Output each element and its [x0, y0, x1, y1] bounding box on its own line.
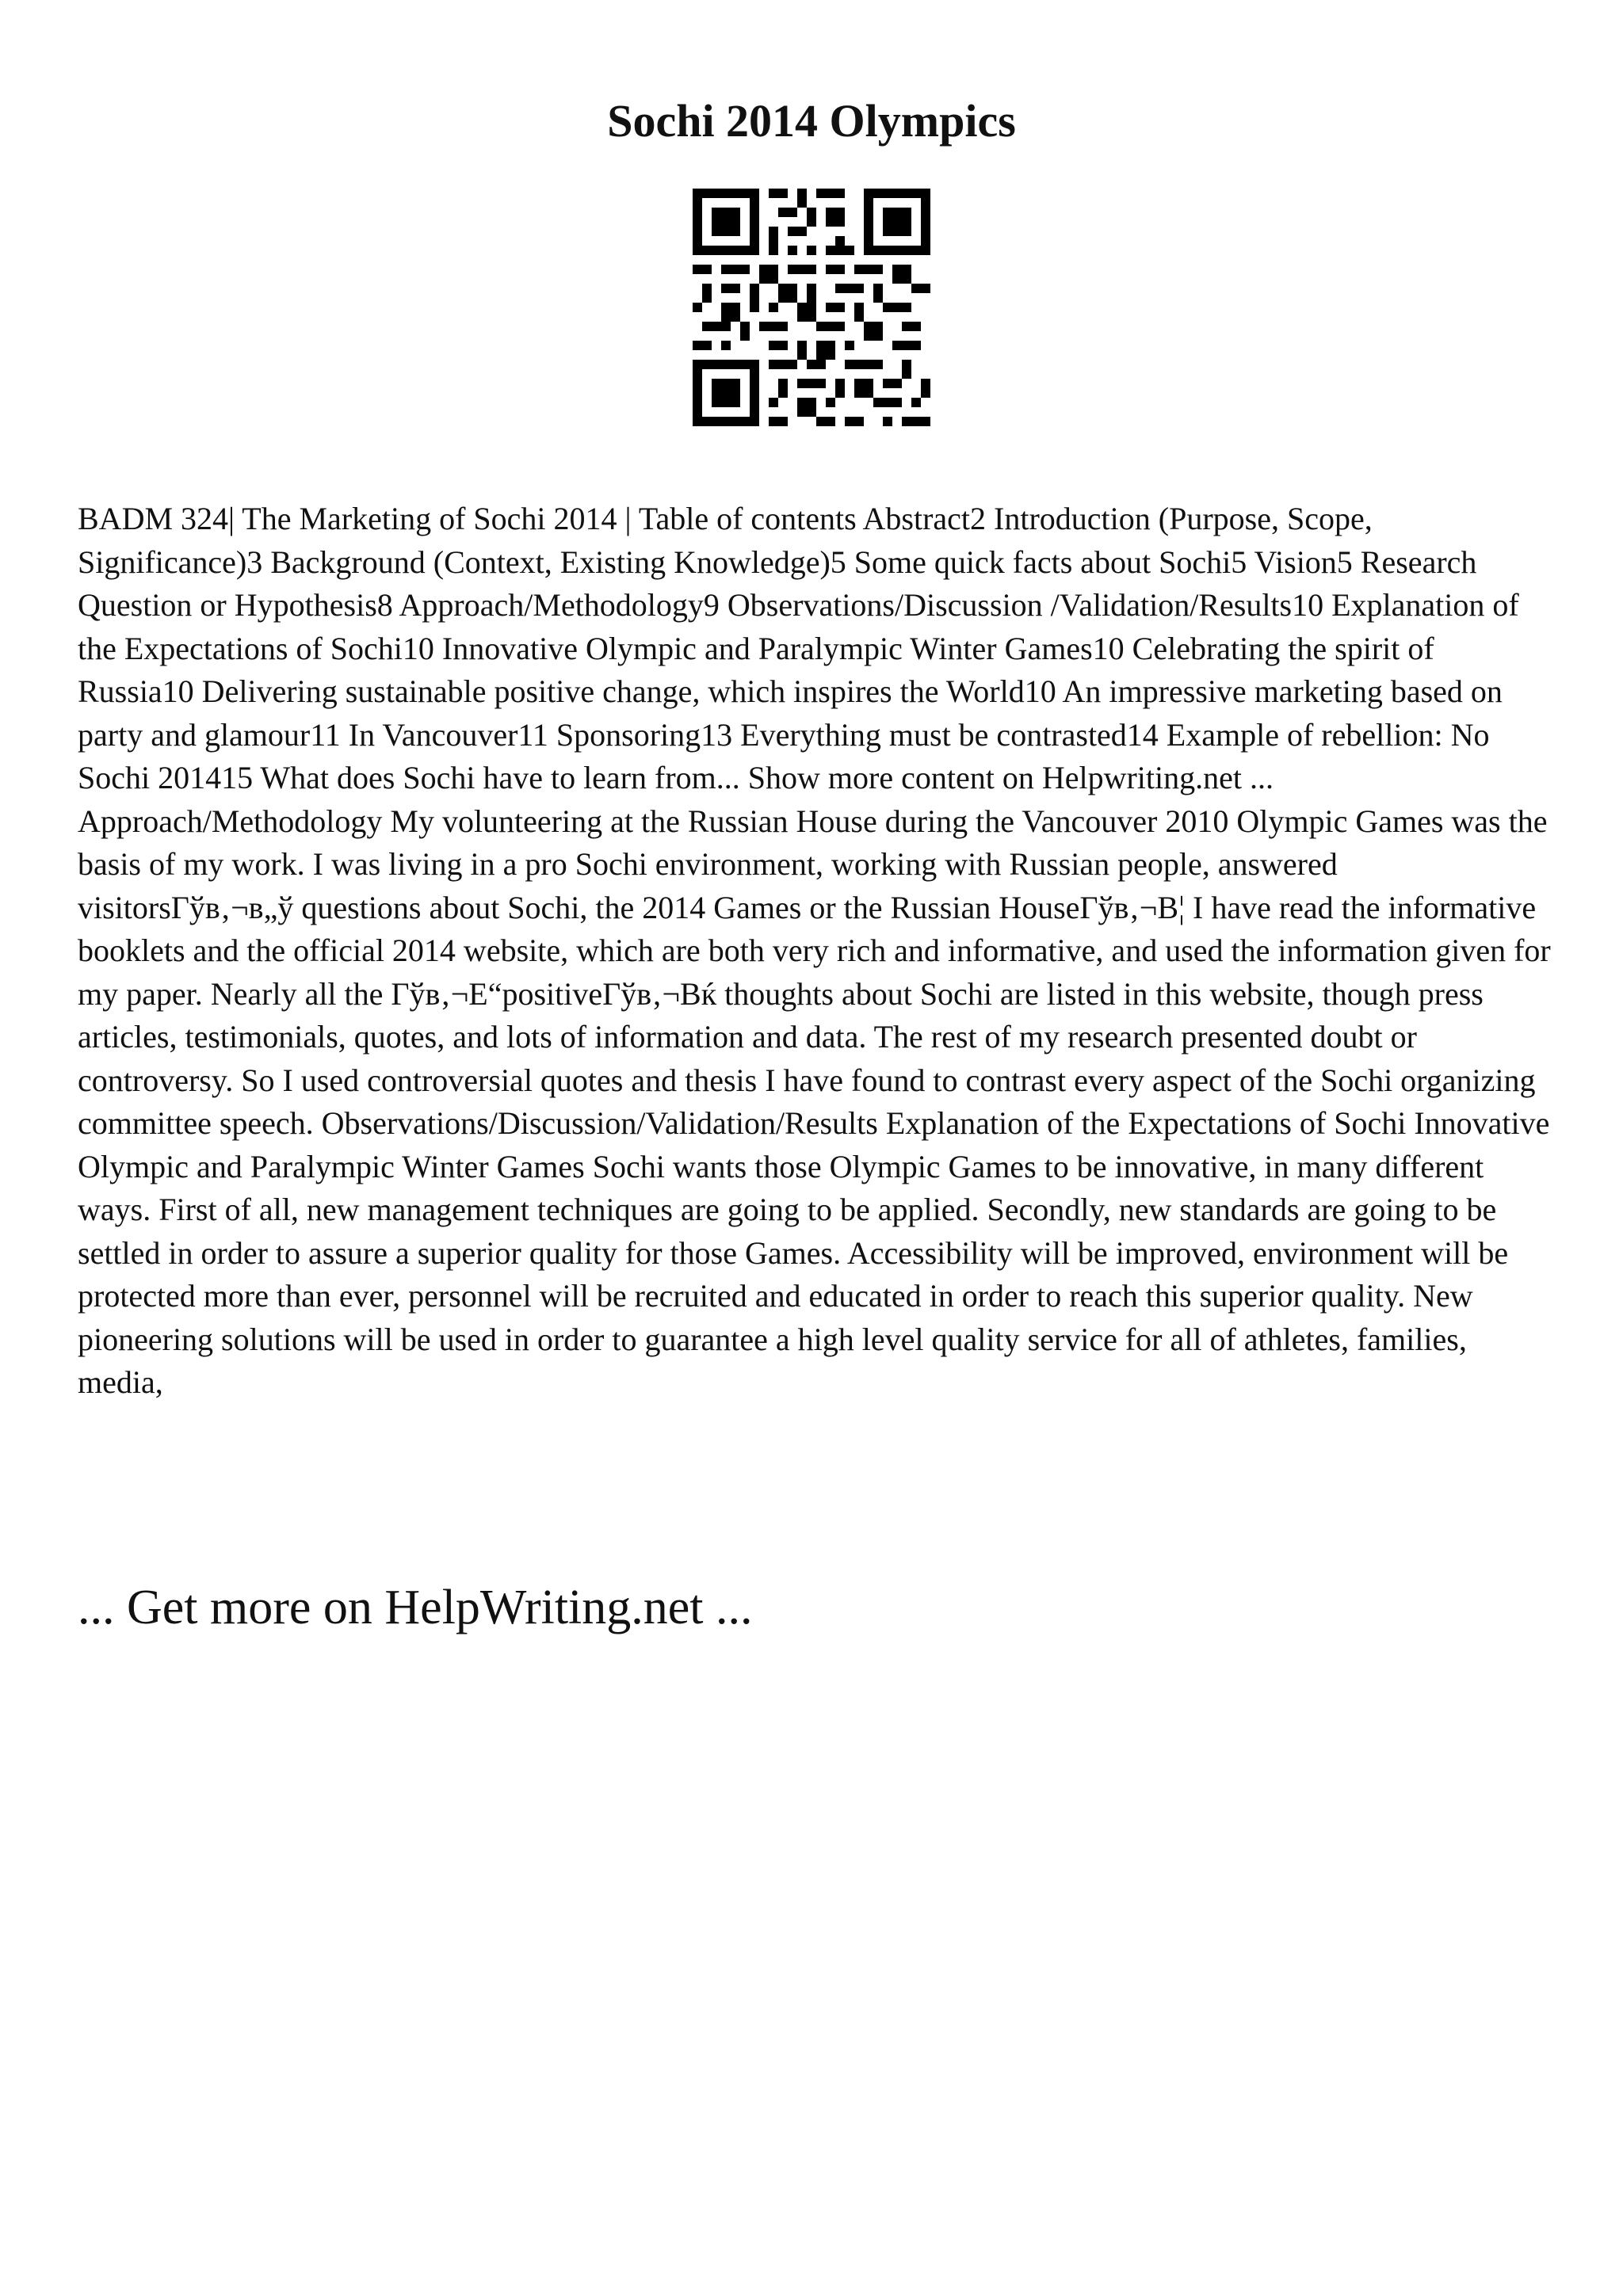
- page-title: Sochi 2014 Olympics: [607, 95, 1016, 147]
- get-more-link[interactable]: ... Get more on HelpWriting.net ...: [78, 1581, 753, 1634]
- document-body-text: BADM 324| The Marketing of Sochi 2014 | Table of contents Abstract2 Introduction (Purpose, Scope, Significance)3 Background (Context, Existing Knowledge)5 Some quick facts about Sochi5 Vision5 Research Question or Hypothesis8 Approach/Methodology9 Observations/Discussion /Validation/Results10 Explanation of the Expectations of Sochi10 Innovative Olympic and Paralympic Winter Games10 Celebrating the spirit of Russia10 Delivering sustainable positive change, which inspires the World10 An impressive marketing based on party and glamour11 In Vancouver11 Sponsoring13 Everything must be contrasted14 Example of rebellion: No Sochi 201415 What does Sochi have to learn from... Show more content on Helpwriting.net ... Approach/Methodology My volunteering at the Russian House during the Vancouver 2010 Olympic Games was the basis of my work. I was living in a pro Sochi environment, working with Russian people, answered visitorsГўв‚¬в„ў questions about Sochi, the 2014 Games or the Russian HouseГўв‚¬В¦ I have read the informative booklets and the official 2014 website, which are both very rich and informative, and used the information given for my paper. Nearly all the Гўв‚¬Е“positiveГўв‚¬Вќ thoughts about Sochi are listed in this website, though press articles, testimonials, quotes, and lots of information and data. The rest of my research presented doubt or controversy. So I used controversial quotes and thesis I have found to contrast every aspect of the Sochi organizing committee speech. Observations/Discussion/Validation/Results Explanation of the Expectations of Sochi Innovative Olympic and Paralympic Winter Games Sochi wants those Olympic Games to be innovative, in many different ways. First of all, new management techniques are going to be applied. Secondly, new standards are going to be settled in order to assure a superior quality for those Games. Accessibility will be improved, environment will be protected more than ever, personnel will be recruited and educated in order to reach this superior quality. New pioneering solutions will be used in order to guarantee a high level quality service for all of athletes, families, media,: [78, 501, 1551, 1400]
- qr-code-icon[interactable]: [693, 189, 930, 426]
